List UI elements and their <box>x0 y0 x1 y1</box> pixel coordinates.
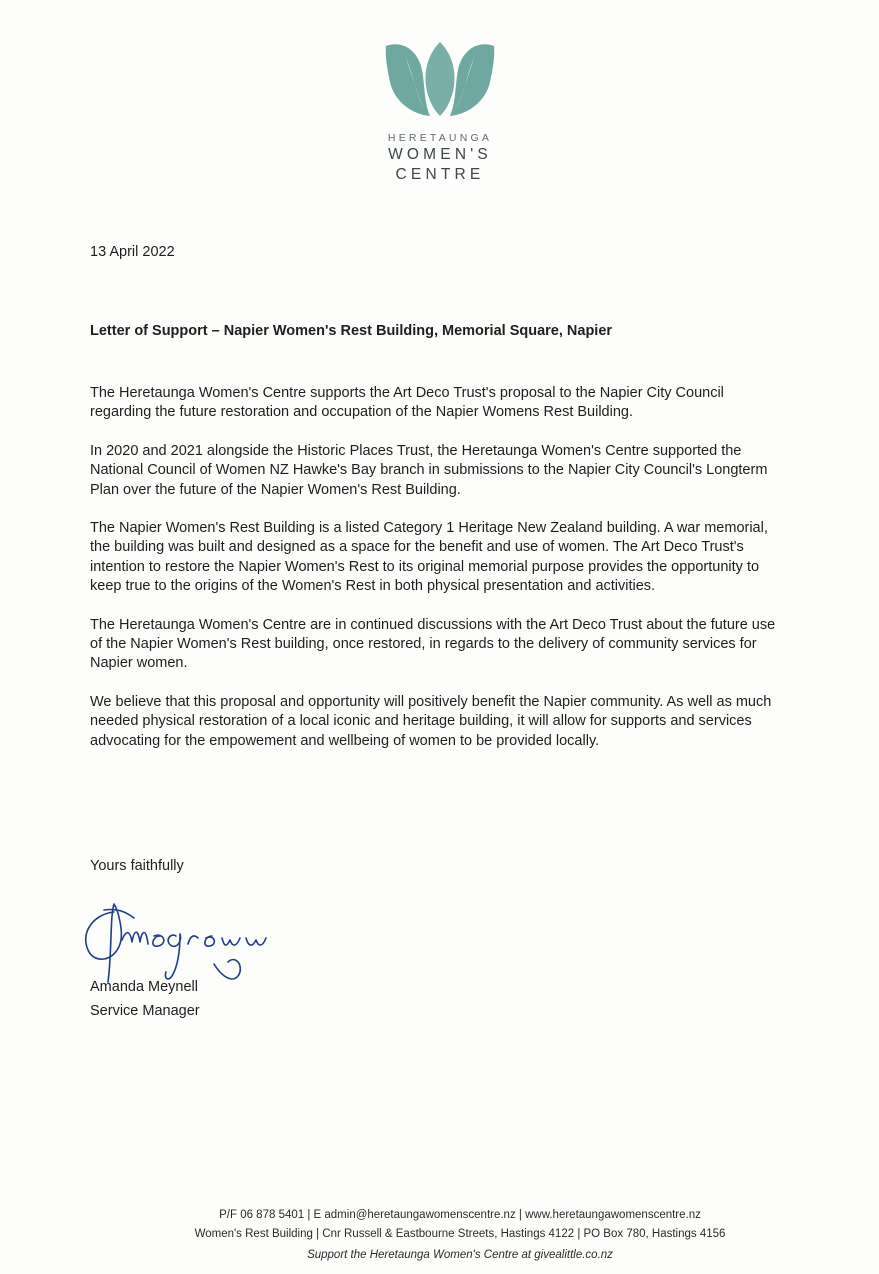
footer-contact-line: P/F 06 878 5401 | E admin@heretaungawomenscentre.nz | www.heretaungawomenscentre.nz <box>219 1209 701 1221</box>
body-paragraph: We believe that this proposal and opportunity will positively benefit the Napier community. As well as much needed physical restoration of a local iconic and heritage building, it will allow for supports and services advocating for the empowement and wellbeing of women to be provided locally. <box>90 693 772 749</box>
letter-footer <box>130 1206 790 1265</box>
tulip-lotus-logo-icon <box>384 40 496 118</box>
footer-address-line: Women's Rest Building | Cnr Russell & Eastbourne Streets, Hastings 4122 | PO Box 780, Hastings 4156 <box>194 1228 726 1240</box>
signatory-name: Amanda Meynell <box>90 979 198 995</box>
letter-body <box>90 384 780 770</box>
logo-text-heretaunga: HERETAUNGA <box>387 132 493 144</box>
letter-date: 13 April 2022 <box>90 244 175 260</box>
body-paragraph: The Napier Women's Rest Building is a listed Category 1 Heritage New Zealand building. A war memorial, the building was built and designed as a space for the benefit and use of women. The Art Deco Trust's intention to restore the Napier Women's Rest to its original memorial purpose provides the opportunity to keep true to the origins of the Women's Rest in both physical presentation and activities. <box>90 520 768 595</box>
letter-closing: Yours faithfully <box>90 858 184 874</box>
logo-text-centre: CENTRE <box>395 166 485 183</box>
body-paragraph: The Heretaunga Women's Centre supports the Art Deco Trust's proposal to the Napier City Council regarding the future restoration and occupation of the Napier Womens Rest Building. <box>90 385 724 421</box>
letterhead-logo <box>330 40 550 184</box>
logo-text-womens: WOMEN'S <box>388 146 492 163</box>
body-paragraph: In 2020 and 2021 alongside the Historic Places Trust, the Heretaunga Women's Centre supported the National Council of Women NZ Hawke's Bay branch in submissions to the Napier City Council's Longterm Plan over the future of the Napier Women's Rest Building. <box>90 442 768 498</box>
body-paragraph: The Heretaunga Women's Centre are in continued discussions with the Art Deco Trust about the future use of the Napier Women's Rest building, once restored, in regards to the delivery of community services for Napier women. <box>90 616 776 672</box>
signatory-title: Service Manager <box>90 1003 200 1019</box>
footer-tagline: Support the Heretaunga Women's Centre at givealittle.co.nz <box>307 1249 613 1261</box>
letter-subject: Letter of Support – Napier Women's Rest Building, Memorial Square, Napier <box>90 323 613 339</box>
